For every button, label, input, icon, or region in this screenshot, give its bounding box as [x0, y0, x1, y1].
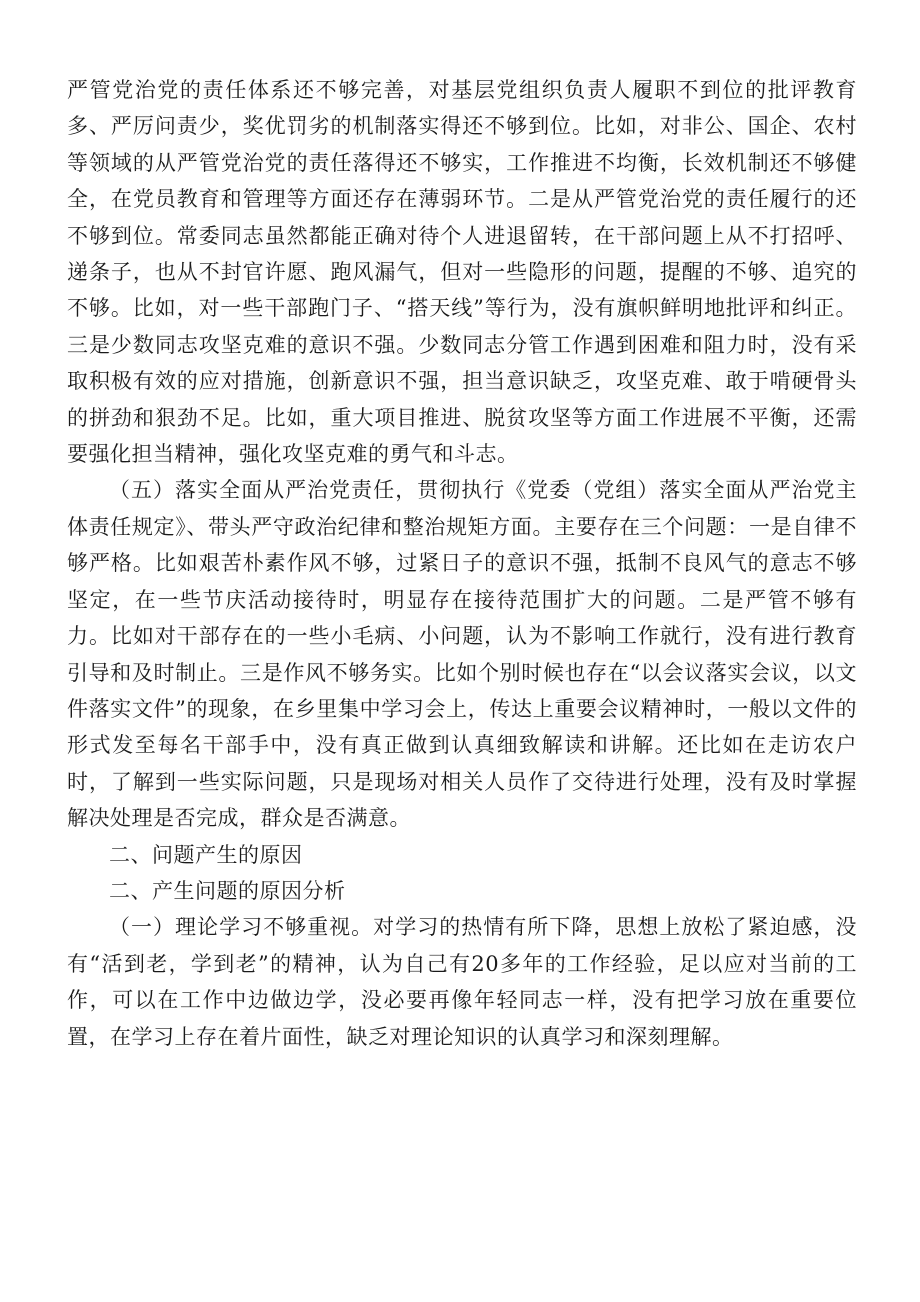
paragraph-theory-study: （一）理论学习不够重视。对学习的热情有所下降，思想上放松了紧迫感，没有“活到老，学到老”的精神，认为自己有20多年的工作经验，足以应对当前的工作，可以在工作中边做边学，没必要再像年轻同志一样，没有把学习放在重要位置，在学习上存在着片面性，缺乏对理论知识的认真学习和深刻理解。: [67, 915, 857, 1049]
heading-cause-analysis: 二、产生问题的原因分析: [109, 878, 346, 903]
heading-problem-causes: 二、问题产生的原因: [109, 842, 303, 867]
paragraph-responsibility-continued: 严管党治党的责任体系还不够完善，对基层党组织负责人履职不到位的批评教育多、严厉问责少，奖优罚劣的机制落实得还不够到位。比如，对非公、国企、农村等领域的从严管党治党的责任落得还不够实，工作推进不均衡，长效机制还不够健全，在党员教育和管理等方面还存在薄弱环节。二是从严管党治党的责任履行的还不够到位。常委同志虽然都能正确对待个人进退留转，在干部问题上从不打招呼、递条子，也从不封官许愿、跑风漏气，但对一些隐形的问题，提醒的不够、追究的不够。比如，对一些干部跑门子、“搭天线”等行为，没有旗帜鲜明地批评和纠正。三是少数同志攻坚克难的意识不强。少数同志分管工作遇到困难和阻力时，没有采取积极有效的应对措施，创新意识不强，担当意识缺乏，攻坚克难、敢于啃硬骨头的拼劲和狠劲不足。比如，重大项目推进、脱贫攻坚等方面工作进展不平衡，还需要强化担当精神，强化攻坚克难的勇气和斗志。: [67, 78, 857, 467]
document-page: [67, 72, 857, 1055]
paragraph-section-five: （五）落实全面从严治党责任，贯彻执行《党委（党组）落实全面从严治党主体责任规定》、带头严守政治纪律和整治规矩方面。主要存在三个问题：一是自律不够严格。比如艰苦朴素作风不够，过紧日子的意识不强，抵制不良风气的意志不够坚定，在一些节庆活动接待时，明显存在接待范围扩大的问题。二是严管不够有力。比如对干部存在的一些小毛病、小问题，认为不影响工作就行，没有进行教育引导和及时制止。三是作风不够务实。比如个别时候也存在“以会议落实会议，以文件落实文件”的现象，在乡里集中学习会上，传达上重要会议精神时，一般以文件的形式发至每名干部手中，没有真正做到认真细致解读和讲解。还比如在走访农户时，了解到一些实际问题，只是现场对相关人员作了交待进行处理，没有及时掌握解决处理是否完成，群众是否满意。: [67, 478, 857, 831]
